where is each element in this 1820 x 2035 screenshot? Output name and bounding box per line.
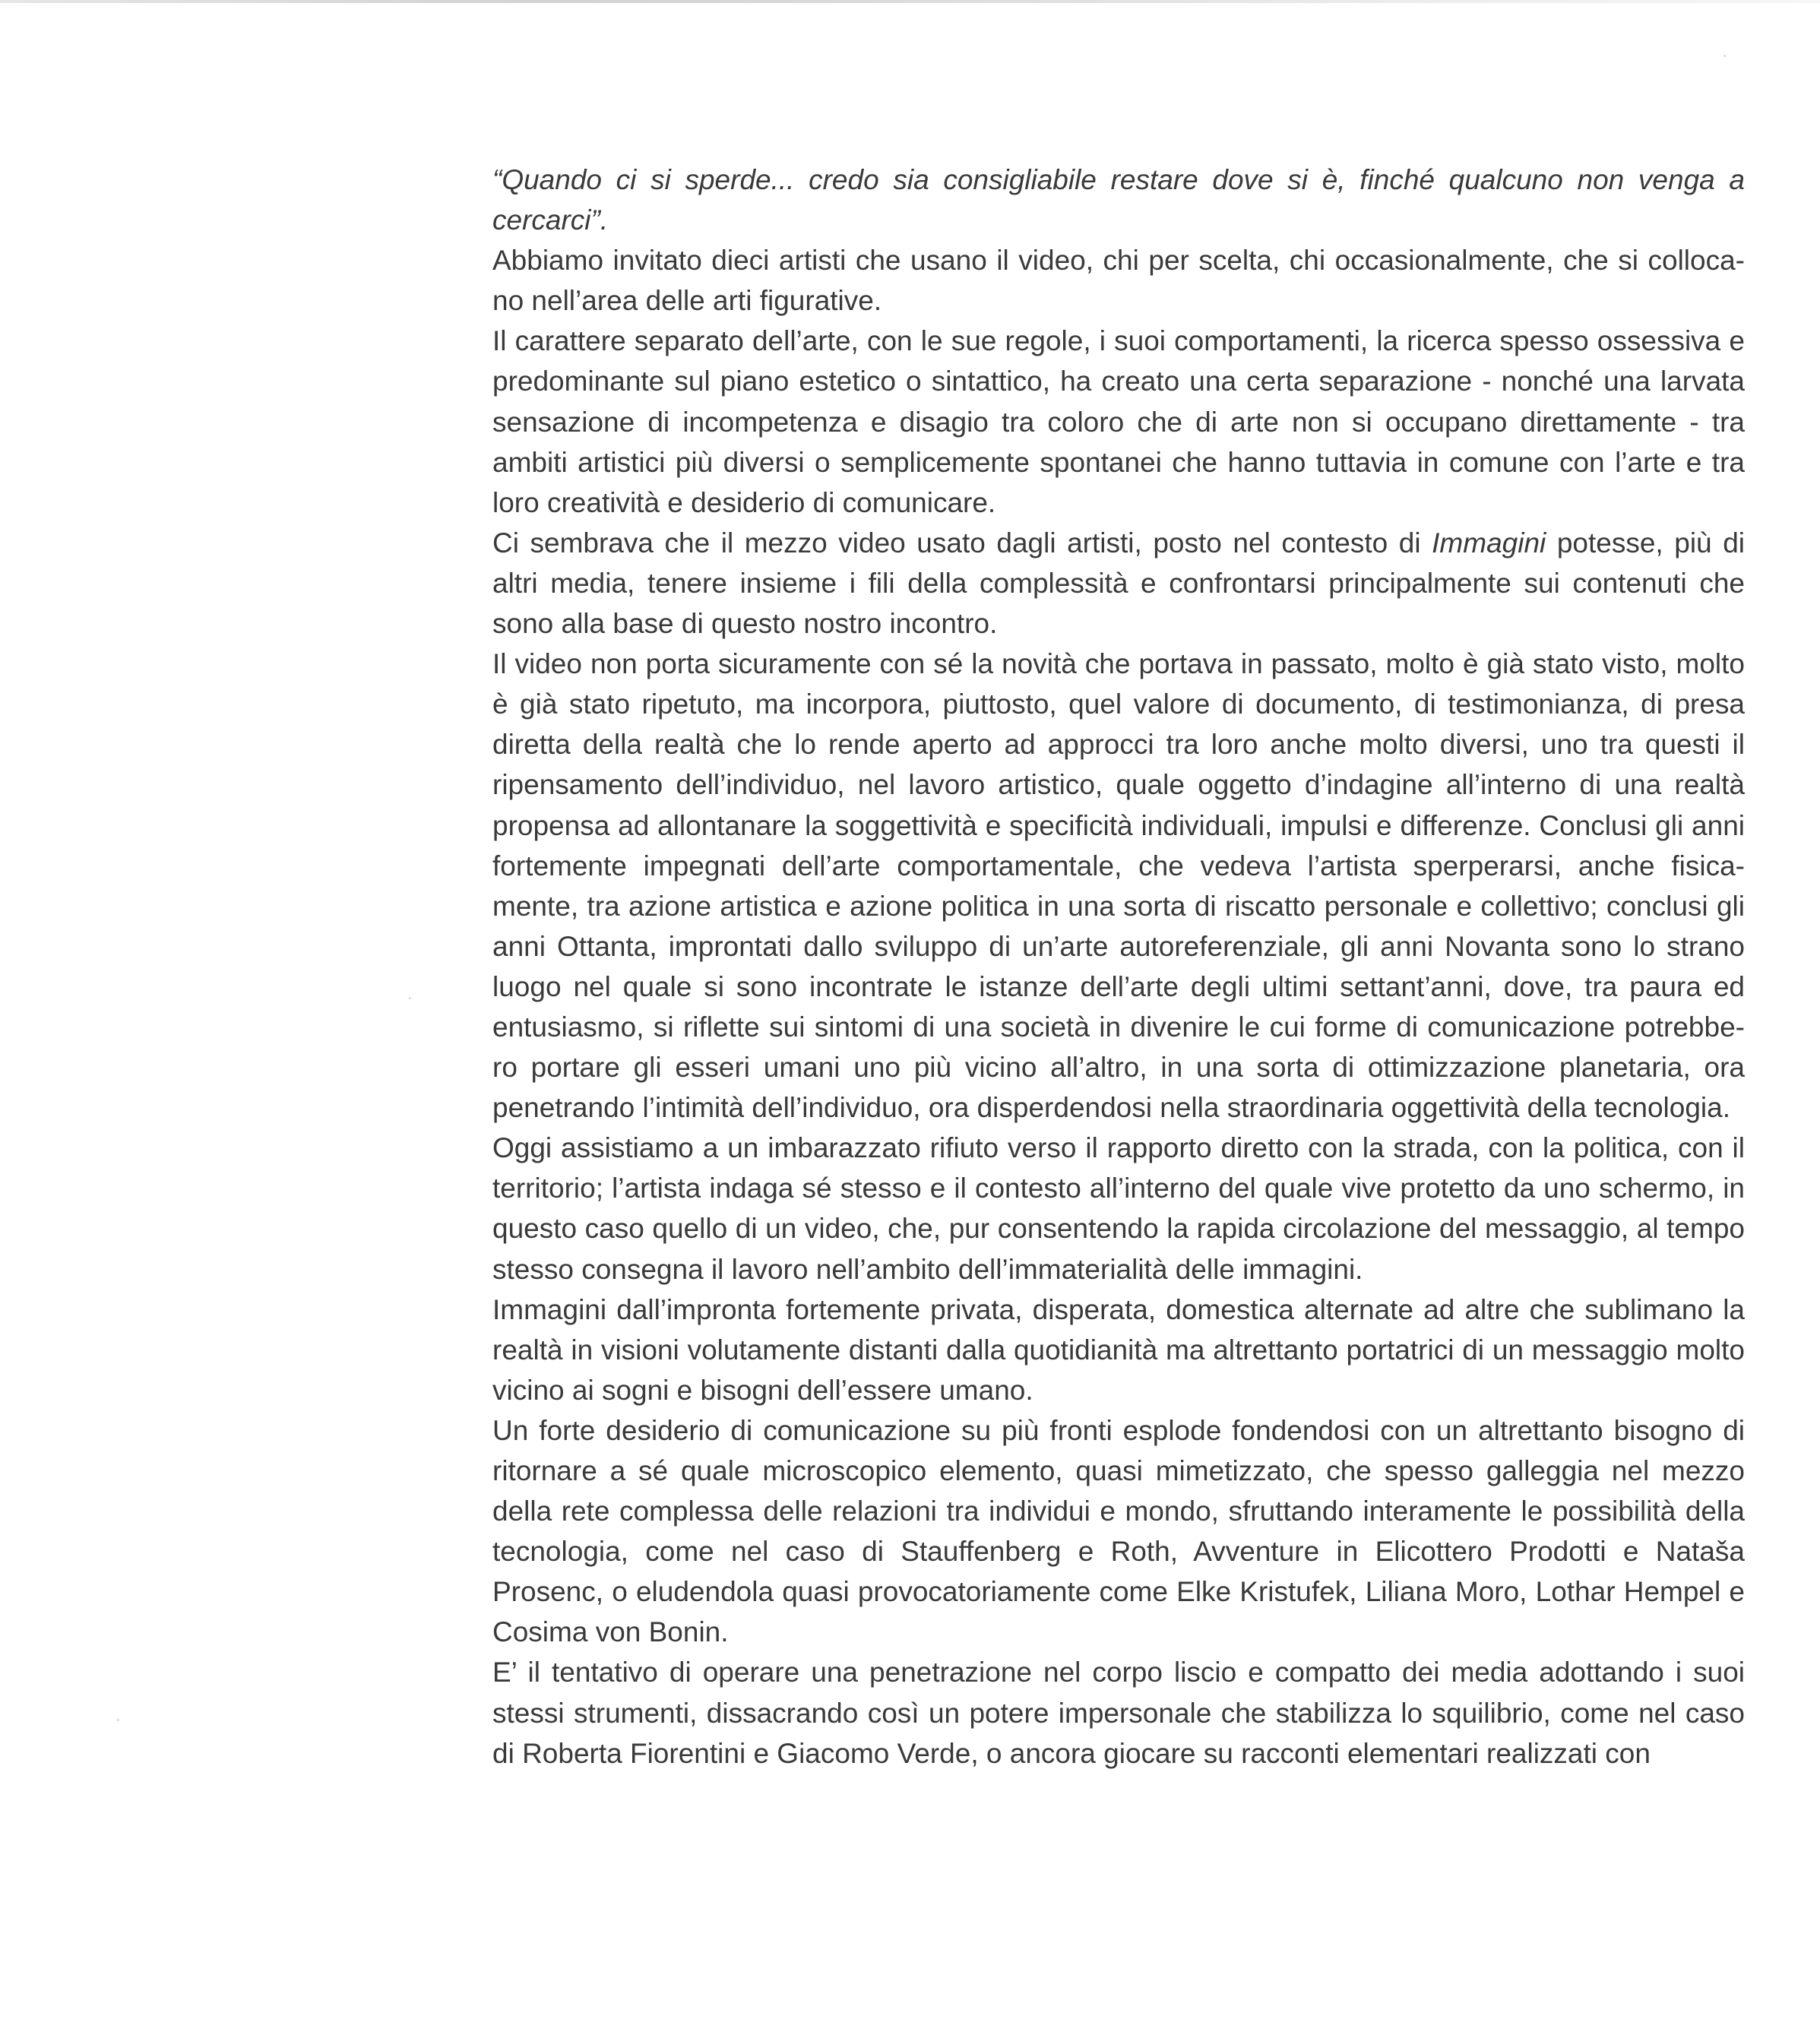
opening-quote: “Quando ci si sperde... credo sia consigliabile restare dove si è, finché qualcuno non venga a cercarci”.	[492, 164, 1745, 236]
scan-speck	[409, 997, 411, 999]
scan-speck	[1723, 55, 1726, 57]
scan-speck	[117, 1719, 119, 1721]
paragraph-5: Oggi assistiamo a un imbarazzato rifiuto verso il rapporto diretto con la strada, con la politica, con il territorio; l’artista indaga sé stesso e il contesto all’interno del quale vive protetto da uno schermo, in questo caso quello di un video, che, pur consentendo la rapida circolazione del messaggio, al tempo stesso consegna il lavoro nell’ambito dell’immaterialità delle immagini.	[492, 1132, 1745, 1285]
paragraph-6: Immagini dall’impronta fortemente privata, disperata, domestica alternate ad altre che sublimano la realtà in visioni volutamente distanti dalla quotidianità ma altrettanto portatrici di un messaggio molto vicino ai sogni e bisogni dell’essere umano.	[492, 1293, 1745, 1406]
paragraph-1: Abbiamo invitato dieci artisti che usano il video, chi per scelta, chi occasionalmente, che si colloca-no nell’area delle arti figurative.	[492, 245, 1745, 317]
exhibition-title: Immagini	[1432, 527, 1546, 559]
scan-top-edge	[0, 0, 1820, 3]
paragraph-3-start: Ci sembrava che il mezzo video usato dagli artisti, posto nel contesto di	[492, 527, 1432, 559]
paragraph-3	[492, 523, 1745, 644]
paragraph-2: Il carattere separato dell’arte, con le sue regole, i suoi comportamenti, la ricerca spesso ossessiva e predominante sul piano estetico o sintattico, ha creato una certa separazione - nonché una larvata sensazione di incompetenza e disagio tra coloro che di arte non si occupano direttamente - tra ambiti artistici più diversi o semplicemente spontanei che hanno tuttavia in comune con l’arte e tra loro creatività e desiderio di comunicare.	[492, 325, 1745, 518]
paragraph-8: E’ il tentativo di operare una penetrazione nel corpo liscio e compatto dei media adottando i suoi stessi strumenti, dissacrando così un potere impersonale che stabilizza lo squilibrio, come nel caso di Roberta Fiorentini e Giacomo Verde, o ancora giocare su racconti elementari realizzati con	[492, 1657, 1745, 1769]
paragraph-3-end: potesse, più di altri media, tenere insieme i fili della complessità e confrontarsi principalmente sui contenuti che sono alla base di questo nostro incontro.	[492, 527, 1745, 640]
document-body	[492, 160, 1745, 1774]
paragraph-4: Il video non porta sicuramente con sé la novità che portava in passato, molto è già stato visto, molto è già stato ripetuto, ma incorpora, piuttosto, quel valore di documento, di testimonianza, di presa diretta della realtà che lo rende aperto ad approcci tra loro anche molto diversi, uno tra questi il ripensamento dell’individuo, nel lavoro artistico, quale oggetto d’indagine all’interno di una realtà propensa ad allontanare la soggettività e specificità individuali, impulsi e differenze. Conclusi gli anni fortemente impegnati dell’arte comportamentale, che vedeva l’artista sperperarsi, anche fisica-mente, tra azione artistica e azione politica in una sorta di riscatto personale e collettivo; conclusi gli anni Ottanta, improntati dallo sviluppo di un’arte autoreferenziale, gli anni Novanta sono lo strano luogo nel quale si sono incontrate le istanze dell’arte degli ultimi settant’anni, dove, tra paura ed entusiasmo, si riflette sui sintomi di una società in divenire le cui forme di comunicazione potrebbe-ro portare gli esseri umani uno più vicino all’altro, in una sorta di ottimizzazione planetaria, ora penetrando l’intimità dell’individuo, ora disperdendosi nella straordinaria oggettività della tecnologia.	[492, 648, 1745, 1124]
paragraph-7: Un forte desiderio di comunicazione su più fronti esplode fondendosi con un altrettanto bisogno di ritornare a sé quale microscopico elemento, quasi mimetizzato, che spesso galleggia nel mezzo della rete complessa delle relazioni tra individui e mondo, sfruttando interamente le possibilità della tecnologia, come nel caso di Stauffenberg e Roth, Avventure in Elicottero Prodotti e Nataša Prosenc, o eludendola quasi provocatoriamente come Elke Kristufek, Liliana Moro, Lothar Hempel e Cosima von Bonin.	[492, 1414, 1745, 1648]
